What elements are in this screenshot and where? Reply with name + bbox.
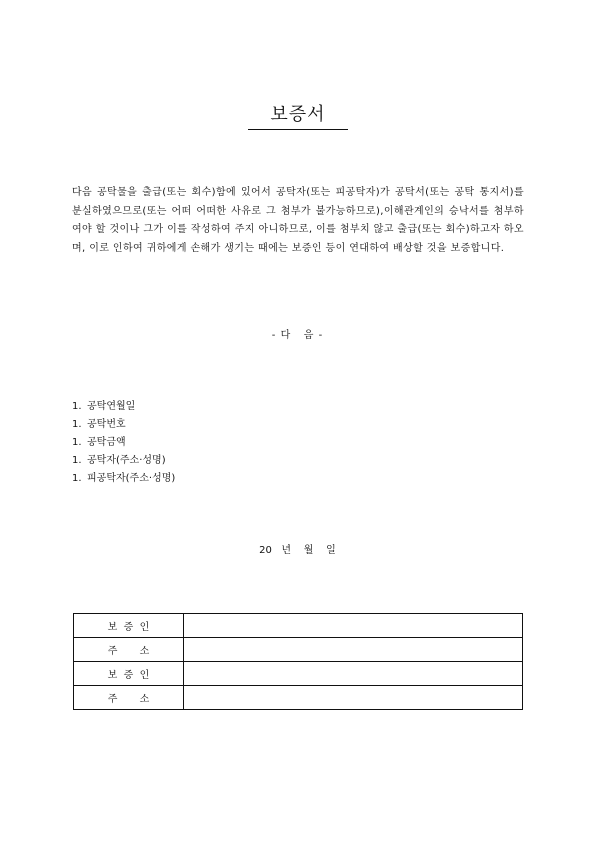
title-underline bbox=[248, 129, 348, 130]
list-item bbox=[72, 470, 175, 488]
list-item bbox=[72, 434, 175, 452]
guarantor-field[interactable] bbox=[184, 614, 523, 638]
item-number: 1. bbox=[72, 419, 82, 430]
item-label: 피공탁자(주소·성명) bbox=[87, 473, 176, 484]
document-title: 보증서 bbox=[270, 104, 326, 125]
list-item bbox=[72, 398, 175, 416]
item-number: 1. bbox=[72, 437, 82, 448]
item-label: 공탁연월일 bbox=[87, 401, 136, 412]
guarantor-field[interactable] bbox=[184, 662, 523, 686]
guarantee-statement: 다음 공탁물을 출급(또는 회수)함에 있어서 공탁자(또는 피공탁자)가 공탁서(또는 공탁 통지서)를 분실하였으므로(또는 어떠 어떠한 사유로 그 첨부가 불가능하므로),이해관계인의 승낙서를 첨부하여야 할 것이나 그가 이를 작성하여 주지 아니하므로, 이를 첨부치 않고 출급(또는 회수)하고자 하오며, 이로 인하여 귀하에게 손해가 생기는 때에는 보증인 등이 연대하여 배상할 것을 보증합니다. bbox=[72, 187, 524, 254]
item-label: 공탁금액 bbox=[87, 437, 126, 448]
table-row bbox=[74, 638, 523, 662]
item-label: 공탁자(주소·성명) bbox=[87, 455, 166, 466]
table-row bbox=[74, 614, 523, 638]
table-row bbox=[74, 686, 523, 710]
section-heading: - 다 음 - bbox=[271, 330, 324, 341]
item-list bbox=[72, 398, 175, 488]
address-field[interactable] bbox=[184, 686, 523, 710]
list-item bbox=[72, 416, 175, 434]
address-label: 주 소 bbox=[74, 638, 184, 662]
item-number: 1. bbox=[72, 473, 82, 484]
signature-table bbox=[73, 613, 523, 710]
table-row bbox=[74, 662, 523, 686]
guarantor-label: 보 증 인 bbox=[74, 662, 184, 686]
guarantor-label: 보 증 인 bbox=[74, 614, 184, 638]
date-line: 20 년 월 일 bbox=[259, 545, 336, 556]
item-label: 공탁번호 bbox=[87, 419, 126, 430]
item-number: 1. bbox=[72, 455, 82, 466]
list-item bbox=[72, 452, 175, 470]
address-label: 주 소 bbox=[74, 686, 184, 710]
address-field[interactable] bbox=[184, 638, 523, 662]
item-number: 1. bbox=[72, 401, 82, 412]
